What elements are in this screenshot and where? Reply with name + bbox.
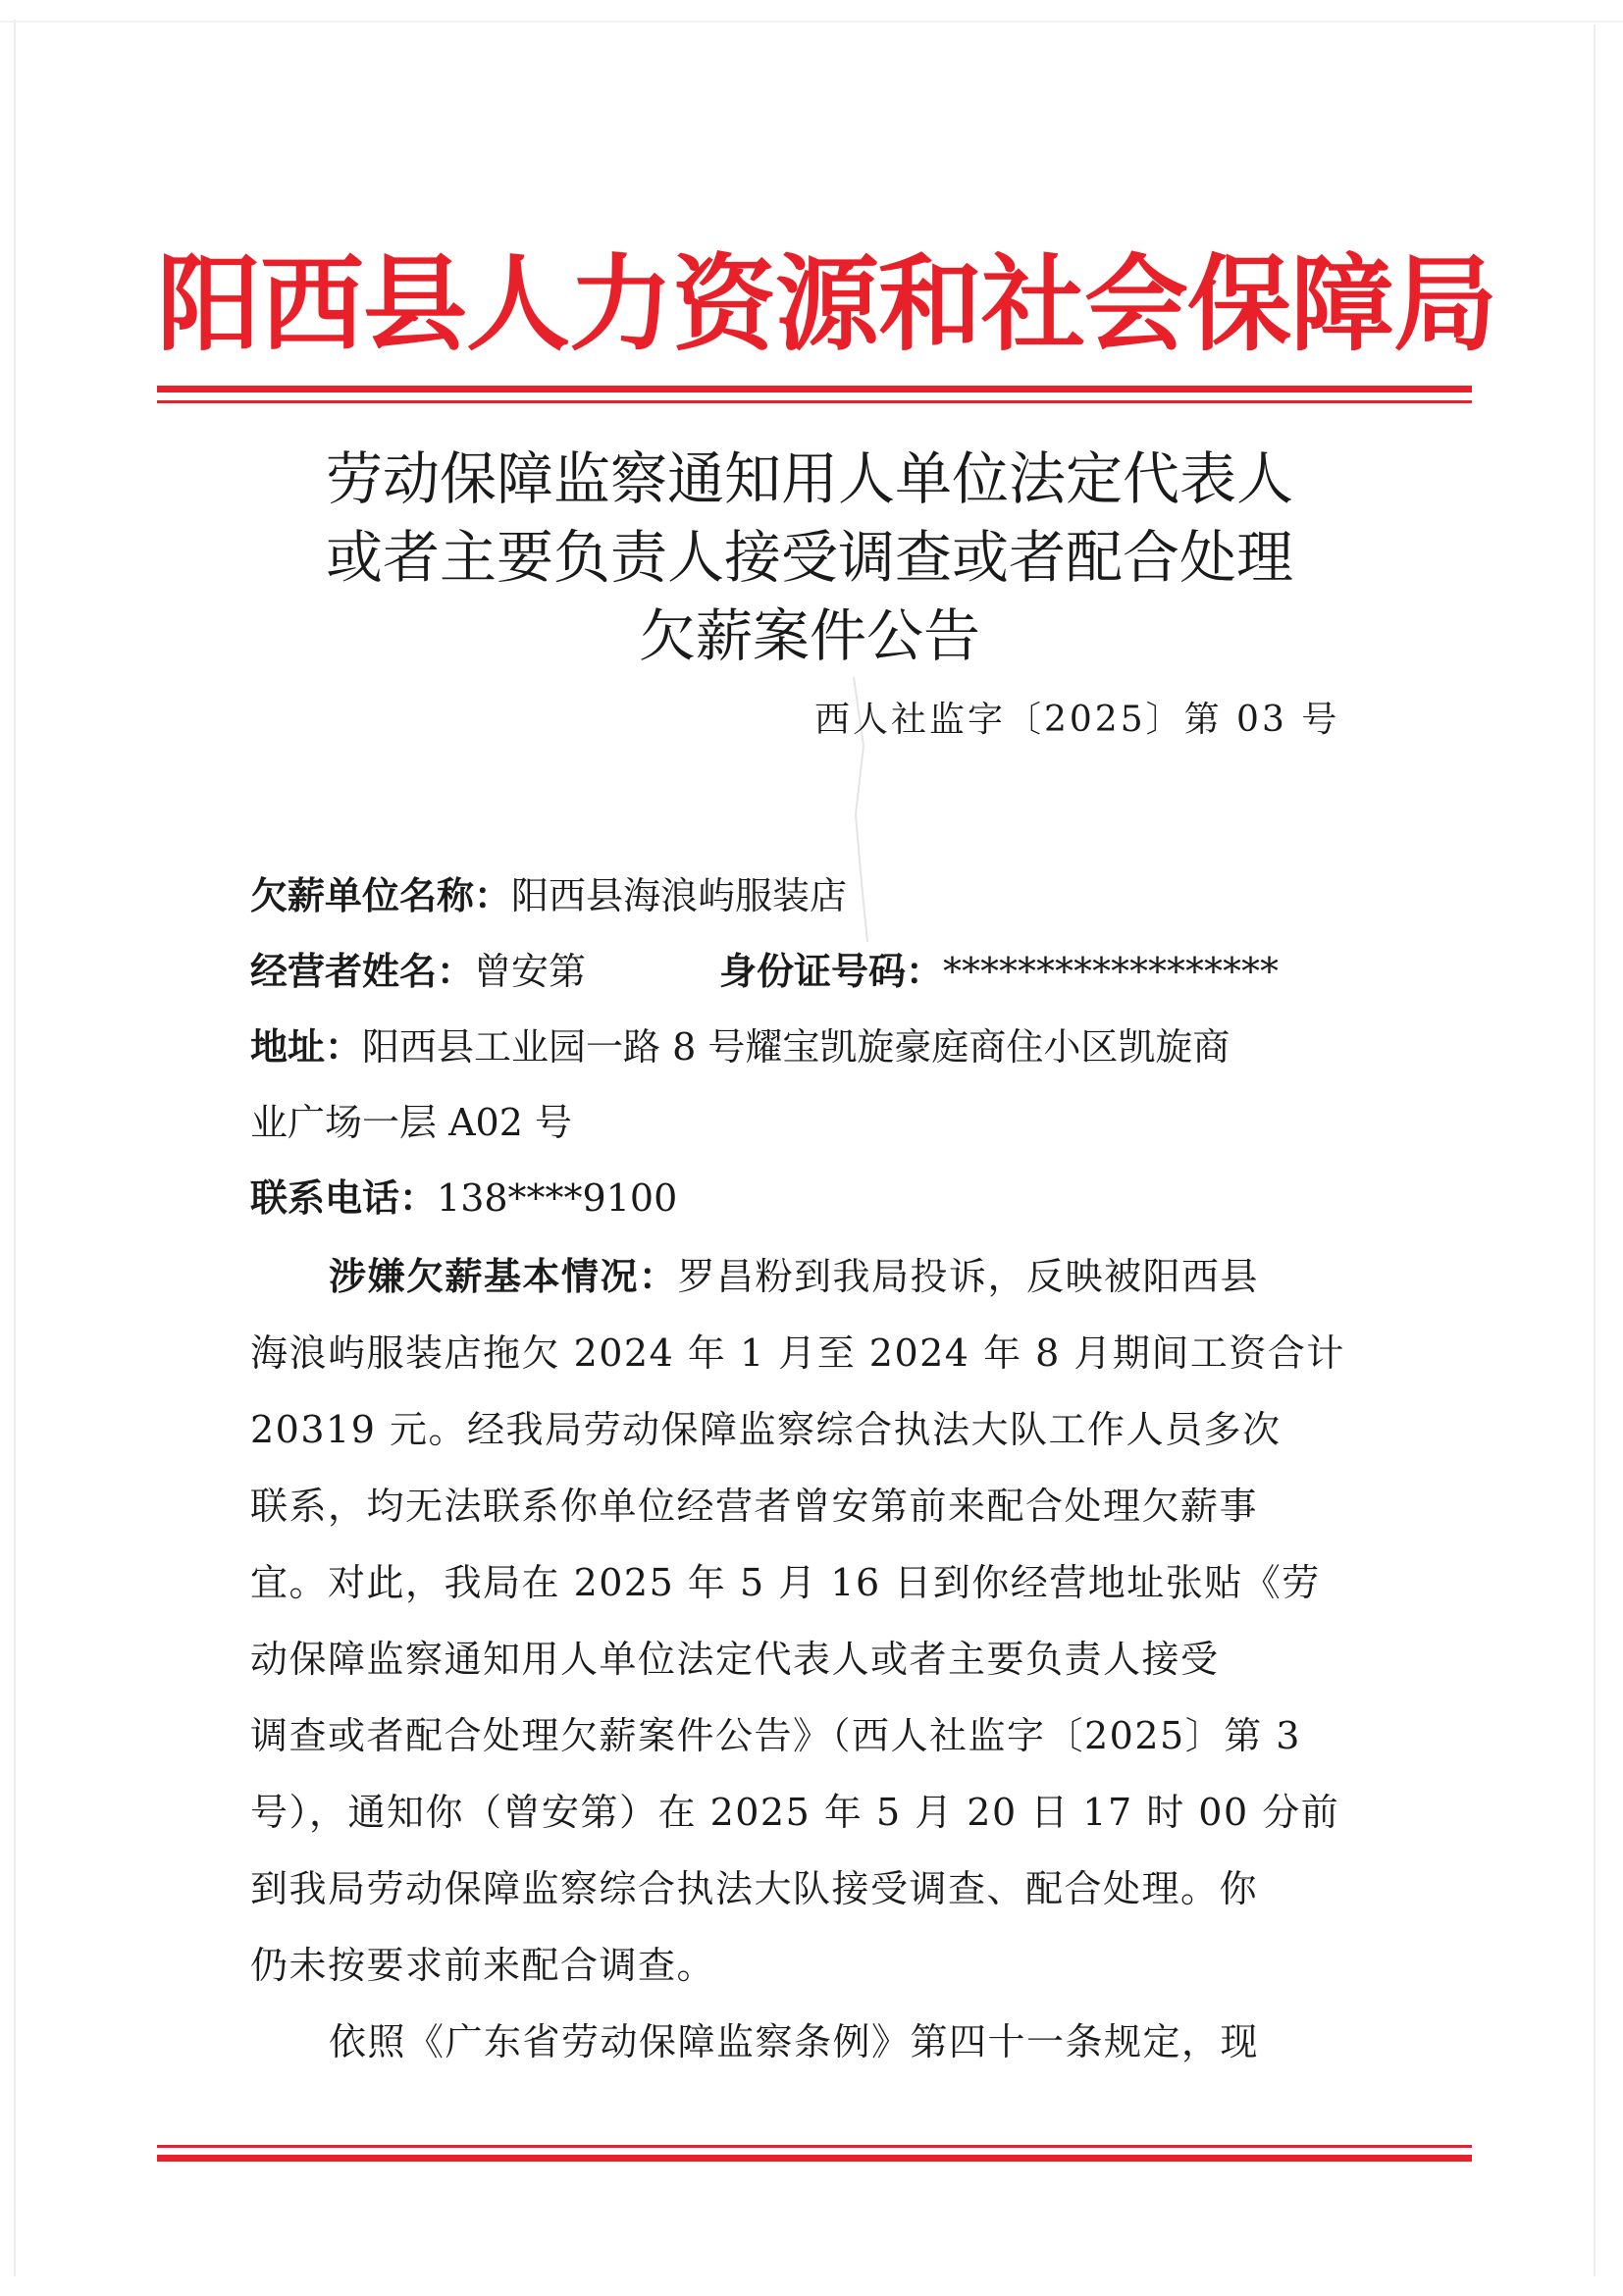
situation-line: 海浪屿服装店拖欠 2024 年 1 月至 2024 年 8 月期间工资合计 <box>250 1331 1345 1375</box>
phone-value: 138****9100 <box>437 1176 678 1220</box>
address-label: 地址： <box>250 1025 363 1069</box>
situation-line: 联系，均无法联系你单位经营者曾安第前来配合处理欠薪事 <box>250 1485 1259 1528</box>
situation-line: 宜。对此，我局在 2025 年 5 月 16 日到你经营地址张贴《劳 <box>250 1561 1321 1604</box>
situation-line: 仍未按要求前来配合调查。 <box>250 1944 716 1987</box>
situation-line: 号），通知你（曾安第）在 2025 年 5 月 20 日 17 时 00 分前 <box>250 1791 1340 1834</box>
header-rule-thick <box>157 386 1472 392</box>
address-value-line2: 业广场一层 A02 号 <box>250 1101 572 1144</box>
phone-label: 联系电话： <box>250 1176 438 1220</box>
id-number-label: 身份证号码： <box>719 950 944 993</box>
legal-basis-paragraph <box>250 2004 1388 2080</box>
operator-row <box>250 934 1388 1009</box>
organization-header: 阳西县人力资源和社会保障局 <box>157 242 1496 365</box>
address-row <box>250 1010 1388 1084</box>
legal-basis-line: 依照《广东省劳动保障监察条例》第四十一条规定，现 <box>329 2020 1260 2063</box>
notice-title <box>245 440 1374 675</box>
header-rule-thin <box>157 400 1472 403</box>
situation-paragraph <box>250 1238 1388 2004</box>
operator-value: 曾安第 <box>474 950 587 993</box>
phone-row <box>250 1161 1388 1235</box>
situation-line: 动保障监察通知用人单位法定代表人或者主要负责人接受 <box>250 1638 1220 1681</box>
unit-name-value: 阳西县海浪屿服装店 <box>511 874 848 917</box>
footer-rule-thick <box>157 2155 1472 2162</box>
situation-line: 调查或者配合处理欠薪案件公告》（西人社监字〔2025〕第 3 <box>250 1714 1301 1757</box>
operator-label: 经营者姓名： <box>250 950 475 993</box>
footer-rule-thin <box>157 2145 1472 2148</box>
situation-line: 20319 元。经我局劳动保障监察综合执法大队工作人员多次 <box>250 1408 1282 1451</box>
notice-title-line: 劳动保障监察通知用人单位法定代表人 <box>325 445 1293 512</box>
address-row-continued <box>250 1085 1388 1160</box>
situation-first-line <box>250 1238 1388 1315</box>
notice-title-line: 欠薪案件公告 <box>638 602 980 669</box>
notice-title-line: 或者主要负责人接受调查或者配合处理 <box>325 524 1293 591</box>
address-value-line1: 阳西县工业园一路 8 号耀宝凯旋豪庭商住小区凯旋商 <box>362 1025 1230 1069</box>
situation-label: 涉嫌欠薪基本情况： <box>329 1255 678 1298</box>
situation-line: 到我局劳动保障监察综合执法大队接受调查、配合处理。你 <box>250 1867 1259 1910</box>
id-number-value: ****************** <box>943 950 1280 993</box>
document-number: 西人社监字〔2025〕第 03 号 <box>814 700 1340 740</box>
unit-name-row <box>250 859 1388 933</box>
situation-text: 罗昌粉到我局投诉，反映被阳西县 <box>677 1255 1260 1298</box>
unit-name-label: 欠薪单位名称： <box>250 874 512 917</box>
